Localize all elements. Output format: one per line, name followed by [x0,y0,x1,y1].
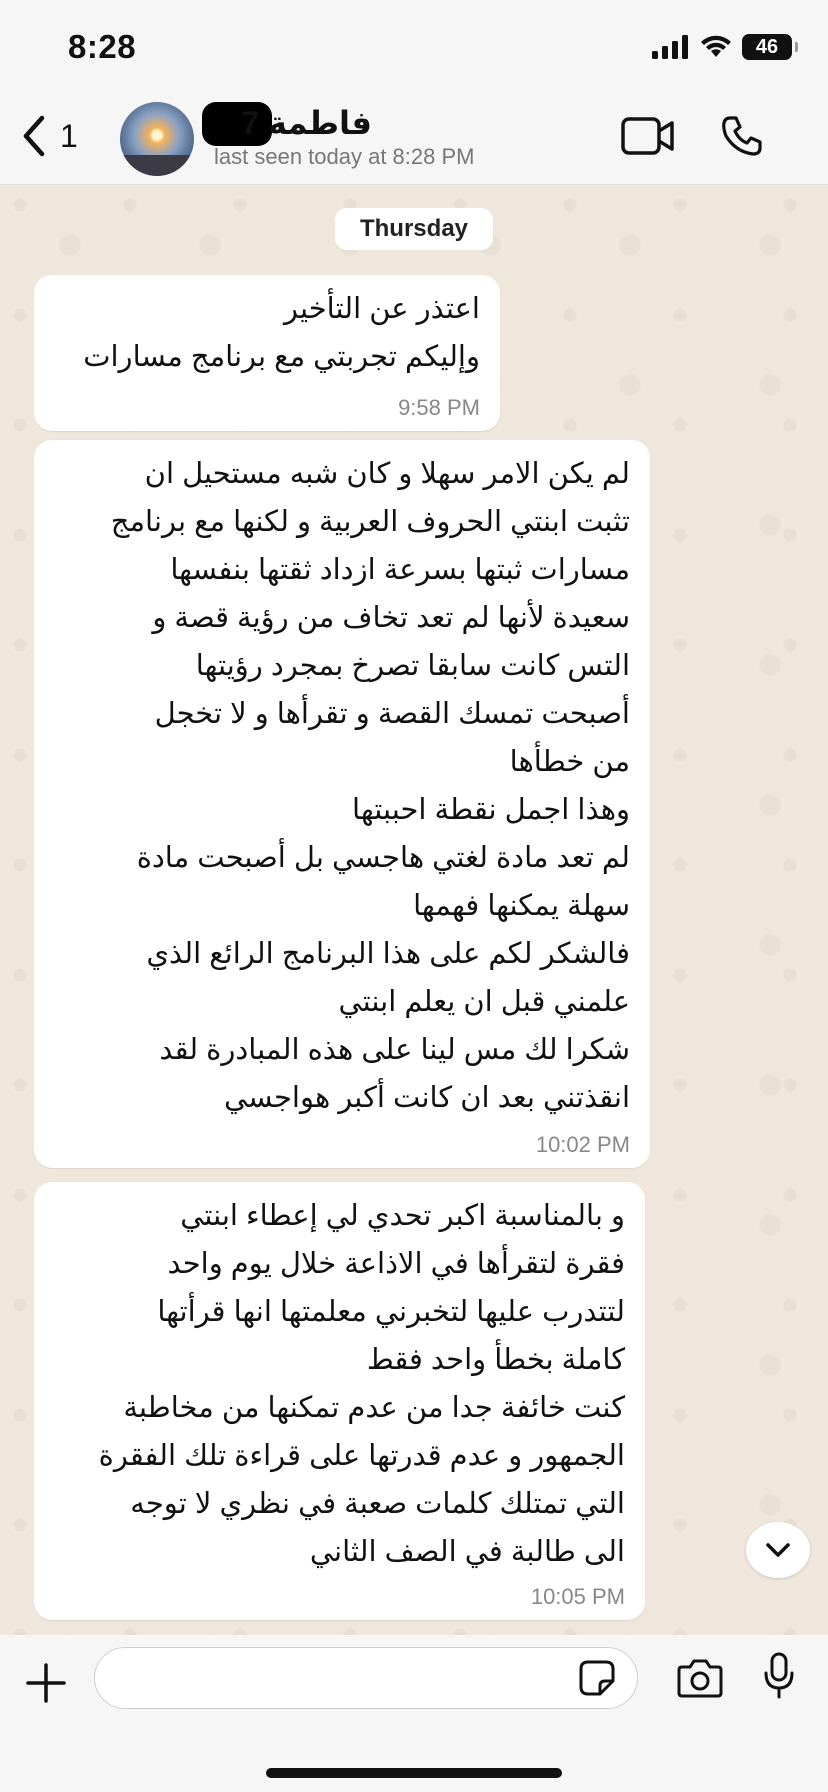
chevron-left-icon [20,114,48,158]
chat-header [0,96,828,185]
phone-icon [720,114,764,158]
message-time: 10:02 PM [535,1132,630,1157]
camera-button[interactable] [676,1657,724,1704]
message-bubble[interactable] [34,275,500,431]
scroll-to-bottom-button[interactable] [746,1522,810,1578]
video-call-button[interactable] [620,116,676,161]
message-bubble[interactable] [34,1182,645,1620]
cellular-signal-icon [652,35,690,59]
message-text: اعتذر عن التأخير وإليكم تجربتي مع برنامج مسارات [83,293,480,373]
contact-name: فاطمة 7 [241,105,372,141]
voice-message-button[interactable] [762,1651,796,1706]
home-indicator [266,1768,562,1778]
message-text: و بالمناسبة اكبر تحدي لي إعطاء ابنتي فقرة لتقرأها في الاذاعة خلال يوم واحد لتتدرب عليها لتخبرني معلمتها انها قرأتها كاملة بخطأ واحد فقط كنت خائفة جدا من عدم تمكنها من مخاطبة الجمهور و عدم قدرتها على قراءة تلك الفقرة التي تمتلك كلمات صعبة في نظري لا توجه الى طالبة في الصف الثاني [98,1200,625,1568]
message-text: لم يكن الامر سهلا و كان شبه مستحيل ان تثبت ابنتي الحروف العربية و لكنها مع برنامج مسارات ثبتها بسرعة ازداد ثقتها بنفسها سعيدة لأنها لم تعد تخاف من رؤية قصة و التس كانت سابقا تصرخ بمجرد رؤيتها أصبحت تمسك القصة و تقرأها و لا تخجل من خطأها وهذا اجمل نقطة احببتها لم تعد مادة لغتي هاجسي بل أصبحت مادة سهلة يمكنها فهمها فالشكر لكم على هذا البرنامج الرائع الذي علمني قبل ان يعلم ابنتي شكرا لك مس لينا على هذه المبادرة لقد انقذتني بعد ان كانت أكبر هواجسي [110,458,630,1114]
voice-call-button[interactable] [720,114,764,163]
plus-icon [26,1663,66,1703]
video-camera-icon [620,116,676,156]
battery-icon: 46 [742,34,792,60]
attach-button[interactable] [26,1663,66,1708]
unread-count: 1 [60,117,78,154]
date-separator: Thursday [335,208,493,250]
chevron-down-icon [764,1541,792,1559]
sticker-icon [578,1659,616,1697]
sticker-button[interactable] [578,1659,616,1702]
contact-avatar[interactable] [120,102,194,176]
contact-name-area[interactable] [202,102,542,142]
status-icons [652,34,792,60]
wifi-icon [700,35,732,59]
message-time: 10:05 PM [530,1584,625,1609]
back-button[interactable] [20,114,78,158]
status-bar [0,0,828,96]
microphone-icon [762,1651,796,1701]
message-input[interactable] [94,1647,638,1709]
message-bubble[interactable] [34,440,650,1168]
camera-icon [676,1657,724,1699]
status-time: 8:28 [68,28,137,65]
last-seen-status: last seen today at 8:28 PM [214,144,475,169]
message-time: 9:58 PM [398,395,480,420]
message-composer [0,1635,828,1792]
